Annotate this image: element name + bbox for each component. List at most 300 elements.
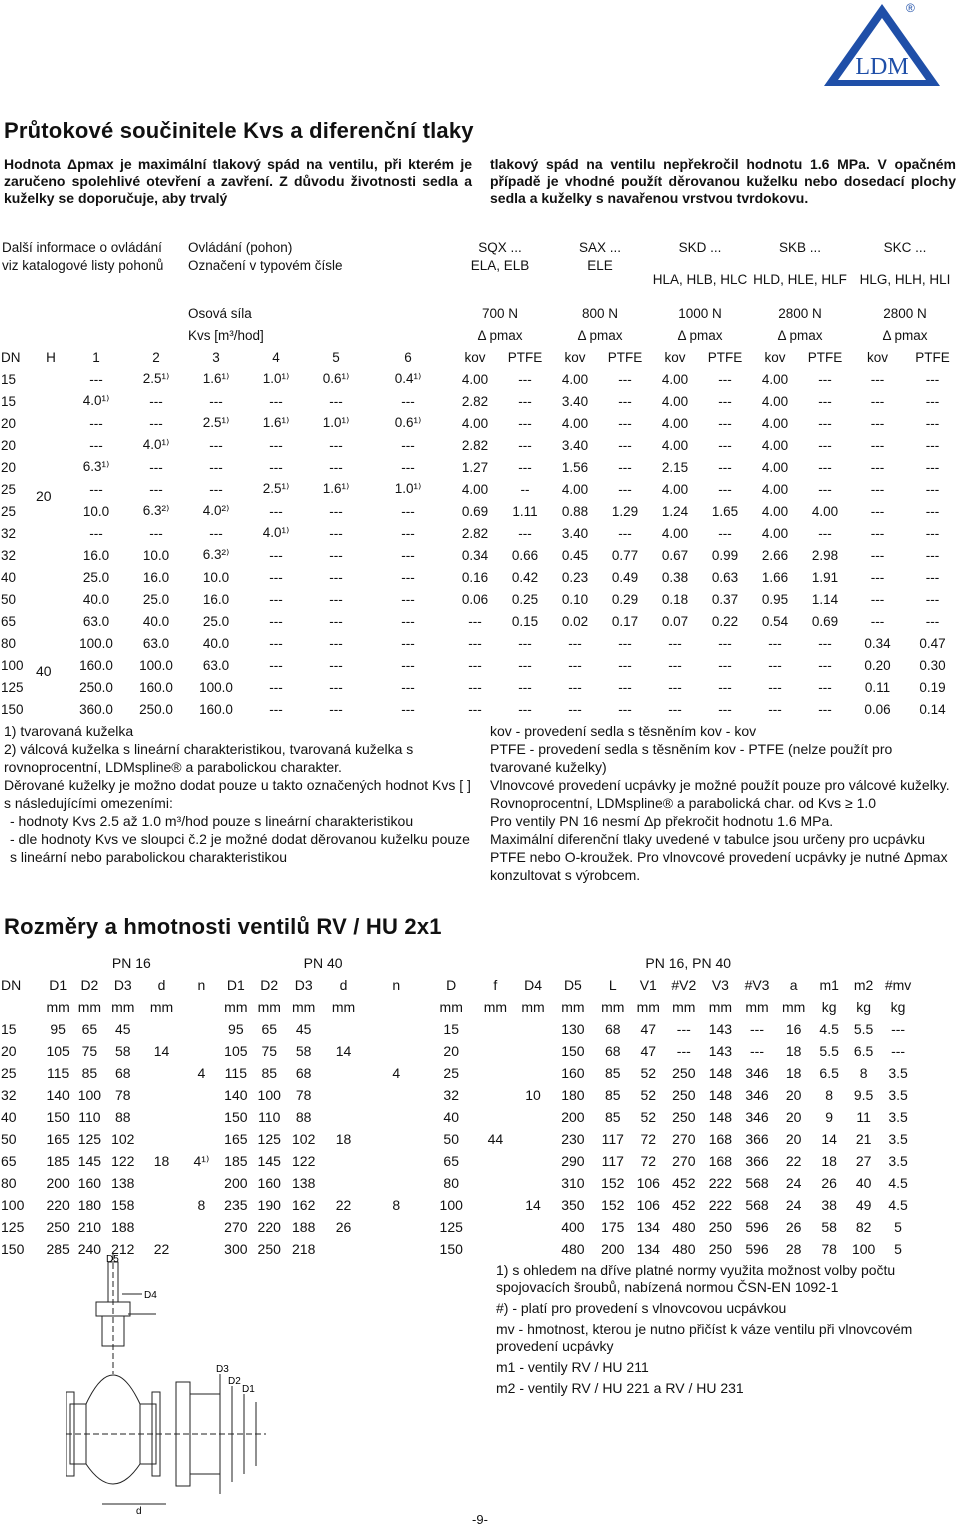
dim-cell: 95 bbox=[228, 1021, 244, 1037]
dim-col-header: n bbox=[197, 977, 206, 993]
dim-cell bbox=[321, 1150, 366, 1172]
kvs-cell: 0.14 bbox=[919, 701, 946, 717]
kvs-cell: --- bbox=[149, 459, 163, 475]
kvs-cell: --- bbox=[668, 679, 682, 695]
dim-cell bbox=[476, 1172, 515, 1194]
kvs-cell: --- bbox=[518, 393, 532, 409]
kvs-cell: 0.02 bbox=[561, 613, 589, 629]
dim-unit-header: kg bbox=[821, 999, 837, 1015]
kvs-cell: 0.66 bbox=[511, 547, 539, 563]
col-ptfe: PTFE bbox=[915, 349, 950, 365]
dim-cell bbox=[140, 1216, 183, 1238]
kvs-cell: 0.15 bbox=[511, 613, 539, 629]
kvs-cell: 1.65 bbox=[711, 503, 739, 519]
dim-cell: 4.5 bbox=[819, 1021, 839, 1037]
kvs-cell: 0.10 bbox=[561, 591, 589, 607]
kvs-cell: --- bbox=[870, 503, 885, 519]
dim-row bbox=[0, 1018, 950, 1040]
kvs-cell: --- bbox=[925, 371, 940, 387]
dim-row bbox=[0, 1216, 950, 1238]
kvs-cell: --- bbox=[870, 371, 885, 387]
dim-col-header: n bbox=[392, 977, 401, 993]
kvs-cell: 4.00 bbox=[661, 437, 689, 453]
dim-cell bbox=[476, 1194, 515, 1216]
dim-unit-header: mm bbox=[672, 999, 696, 1015]
dim-unit-header: mm bbox=[636, 999, 660, 1015]
kvs-cell: --- bbox=[818, 459, 832, 475]
dim-cell: 165 bbox=[46, 1131, 70, 1147]
note-bellows: Vlnovcové provedení ucpávky je možné použít pouze pro válcové kuželky. bbox=[490, 777, 950, 793]
dim-cell: 65 bbox=[261, 1021, 278, 1037]
footnote-1: 1) s ohledem na dříve platné normy využita možnost volby počtu spojovacích šroubů, nabízená normou ČSN-EN 1092-1 bbox=[496, 1262, 896, 1295]
type-ele: ELE bbox=[587, 258, 613, 273]
kvs-cell: 4.00 bbox=[761, 525, 789, 541]
force-2: 1000 N bbox=[678, 305, 722, 321]
dim-cell: 480 bbox=[561, 1241, 585, 1257]
dim-cell bbox=[140, 1084, 183, 1106]
col-ptfe: PTFE bbox=[507, 349, 543, 365]
dim-row bbox=[0, 1194, 950, 1216]
dim-cell: 285 bbox=[46, 1241, 70, 1257]
kvs-cell: 0.88 bbox=[561, 503, 589, 519]
dim-cell: 188 bbox=[111, 1219, 135, 1235]
kvs-cell: --- bbox=[768, 635, 782, 651]
dim-cell: 26 bbox=[335, 1219, 352, 1235]
dim-cell: 38 bbox=[821, 1197, 837, 1213]
dim-unit-header: mm bbox=[483, 999, 508, 1015]
kvs-cell: --- bbox=[468, 701, 482, 717]
dim-cell: 152 bbox=[601, 1175, 625, 1191]
kvs-cell: 4.00 bbox=[761, 437, 789, 453]
logo-registered: ® bbox=[906, 1, 915, 15]
kvs-cell: 4.0¹⁾ bbox=[142, 437, 170, 452]
kvs-h-cell bbox=[36, 412, 66, 434]
dim-cell: 222 bbox=[708, 1175, 733, 1191]
dim-cell bbox=[476, 1106, 515, 1128]
dim-cell bbox=[321, 1106, 366, 1128]
kvs-cell: 4.00 bbox=[761, 481, 789, 497]
axial-force-label: Osová síla bbox=[188, 305, 252, 321]
dim-cell: 270 bbox=[672, 1153, 696, 1169]
drawing-label-d3: D3 bbox=[216, 1364, 229, 1375]
dim-cell bbox=[515, 1040, 552, 1062]
kvs-header-table bbox=[0, 236, 960, 346]
note-max-pressure: Maximální diferenční tlaky uvedené v tabulce jsou určeny pro ucpávku PTFE nebo O-kroužek. Pro vlnovcové provedení ucpávky je nutné Δpmax konzultovat s výrobcem. bbox=[490, 831, 948, 883]
valve-drawing bbox=[66, 1254, 266, 1518]
dim-cell: 222 bbox=[708, 1197, 733, 1213]
kvs-cell: 0.06 bbox=[461, 591, 489, 607]
kvs-cell: 0.34 bbox=[864, 635, 891, 651]
dim-cell: 165 bbox=[224, 1131, 248, 1147]
type-ela: ELA, ELB bbox=[470, 258, 530, 273]
kvs-cell: --- bbox=[618, 657, 632, 673]
kvs-cell: --- bbox=[668, 657, 682, 673]
col-stroke-1: 1 bbox=[92, 349, 100, 365]
dim-cell: 20 bbox=[785, 1109, 802, 1125]
kvs-cell: 4.00 bbox=[461, 415, 489, 431]
kvs-cell: 250.0 bbox=[79, 679, 113, 695]
dim-cell: 200 bbox=[561, 1109, 585, 1125]
dim-dn-cell: 150 bbox=[1, 1241, 25, 1257]
dim-unit-header: mm bbox=[331, 999, 356, 1015]
dim-cell bbox=[515, 1062, 552, 1084]
dim-cell bbox=[476, 1062, 515, 1084]
dim-cell: 162 bbox=[292, 1197, 316, 1213]
drawing-label-d5: D5 bbox=[106, 1254, 119, 1265]
dim-cell: --- bbox=[750, 1043, 765, 1059]
dim-cell: 44 bbox=[487, 1131, 504, 1147]
kvs-cell: --- bbox=[269, 657, 283, 673]
kvs-cell: --- bbox=[870, 437, 885, 453]
kvs-cell: 16.0 bbox=[202, 591, 230, 607]
kvs-cell: 0.38 bbox=[661, 569, 689, 585]
dim-cell: 45 bbox=[114, 1021, 131, 1037]
dim-cell: 400 bbox=[561, 1219, 585, 1235]
dim-cell bbox=[366, 1128, 426, 1150]
footnote-m2: m2 - ventily RV / HU 221 a RV / HU 231 bbox=[496, 1380, 744, 1396]
kvs-cell: --- bbox=[269, 591, 283, 607]
kvs-cell: --- bbox=[518, 525, 532, 541]
kvs-cell: 0.99 bbox=[711, 547, 739, 563]
dp-0: Δ pmax bbox=[477, 327, 523, 343]
kvs-cell: 63.0 bbox=[142, 635, 170, 651]
dim-row bbox=[0, 1040, 950, 1062]
pn1640-group: PN 16, PN 40 bbox=[645, 955, 732, 971]
kvs-row bbox=[0, 566, 960, 588]
kvs-cell: --- bbox=[870, 393, 885, 409]
dim-col-header: D5 bbox=[563, 977, 582, 993]
type-hld: HLD, HLE, HLF bbox=[753, 272, 847, 287]
kvs-cell: --- bbox=[269, 635, 283, 651]
kvs-cell: 1.0¹⁾ bbox=[322, 415, 350, 430]
dim-cell: 150 bbox=[224, 1109, 248, 1125]
dim-cell: 72 bbox=[640, 1153, 657, 1169]
dim-row bbox=[0, 1172, 950, 1194]
kvs-h-cell bbox=[36, 390, 66, 412]
kvs-cell: 4.00 bbox=[661, 415, 689, 431]
dim-cell bbox=[140, 1194, 183, 1216]
dim-cell: 240 bbox=[77, 1241, 102, 1257]
dim-cell: 72 bbox=[640, 1131, 657, 1147]
dim-cell: 218 bbox=[292, 1241, 316, 1257]
designation-label: Označení v typovém čísle bbox=[188, 258, 343, 273]
kvs-cell: --- bbox=[618, 371, 632, 387]
kvs-cell: --- bbox=[518, 701, 532, 717]
kvs-cell: 0.47 bbox=[919, 635, 946, 651]
dim-cell: 15 bbox=[443, 1021, 459, 1037]
dim-cell: 145 bbox=[257, 1153, 281, 1169]
dim-cell bbox=[476, 1216, 515, 1238]
dim-cell: 130 bbox=[561, 1021, 585, 1037]
kvs-cell: 4.0¹⁾ bbox=[82, 393, 110, 408]
dim-cell: 143 bbox=[708, 1043, 733, 1059]
dim-unit-header: mm bbox=[77, 999, 102, 1015]
kvs-cell: --- bbox=[568, 635, 582, 651]
dim-cell: 452 bbox=[672, 1175, 696, 1191]
dim-cell bbox=[183, 1040, 220, 1062]
dim-unit-header: mm bbox=[745, 999, 769, 1015]
dim-cell bbox=[183, 1216, 220, 1238]
kvs-cell: 63.0 bbox=[82, 613, 110, 629]
dim-col-header: D2 bbox=[260, 977, 279, 993]
dim-cell: 47 bbox=[640, 1021, 657, 1037]
note-ptfe: PTFE - provedení sedla s těsněním kov - PTFE (nelze použít pro tvarované kuželky) bbox=[490, 741, 893, 775]
kvs-cell: --- bbox=[818, 635, 832, 651]
dim-col-header: D2 bbox=[80, 977, 99, 993]
note-kov: kov - provedení sedla s těsněním kov - kov bbox=[490, 723, 757, 739]
kvs-cell: 0.67 bbox=[661, 547, 689, 563]
col-stroke-4: 4 bbox=[272, 349, 280, 365]
dim-cell: 102 bbox=[292, 1131, 316, 1147]
kvs-cell: 2.82 bbox=[461, 393, 489, 409]
kvs-row bbox=[0, 390, 960, 412]
kvs-cell: 0.18 bbox=[661, 591, 689, 607]
kvs-cell: 0.6¹⁾ bbox=[394, 415, 422, 430]
kvs-cell: --- bbox=[768, 657, 782, 673]
dim-cell: 24 bbox=[785, 1197, 802, 1213]
kvs-row bbox=[0, 610, 960, 632]
dim-cell: 250 bbox=[672, 1087, 696, 1103]
kvs-cell: 1.27 bbox=[461, 459, 489, 475]
dim-col-header: #mv bbox=[884, 977, 912, 993]
dim-cell: 100 bbox=[439, 1197, 463, 1213]
kvs-cell: 25.0 bbox=[202, 613, 230, 629]
dim-cell: 85 bbox=[604, 1109, 621, 1125]
kvs-h-cell bbox=[36, 544, 66, 566]
kvs-cell: 4.00 bbox=[761, 415, 789, 431]
dim-cell: 52 bbox=[640, 1109, 657, 1125]
kvs-h-cell bbox=[36, 456, 66, 478]
dim-cell: 145 bbox=[77, 1153, 102, 1169]
dim-cell: 88 bbox=[114, 1109, 131, 1125]
dim-unit-header bbox=[0, 996, 43, 1018]
dim-cell: 22 bbox=[785, 1153, 802, 1169]
col-kov: kov bbox=[866, 349, 888, 365]
force-3: 2800 N bbox=[778, 305, 822, 321]
kvs-dn-cell: 100 bbox=[1, 657, 24, 673]
dim-cell bbox=[515, 1128, 552, 1150]
dim-cell: 3.5 bbox=[888, 1065, 908, 1081]
footnotes bbox=[496, 1262, 954, 1397]
dim-cell bbox=[321, 1062, 366, 1084]
dim-cell bbox=[321, 1018, 366, 1040]
kvs-row bbox=[0, 676, 960, 698]
dim-cell bbox=[140, 1172, 183, 1194]
kvs-cell: --- bbox=[718, 393, 732, 409]
dim-cell: 350 bbox=[561, 1197, 585, 1213]
note-ldmspline: Rovnoprocentní, LDMspline® a parabolická char. od Kvs ≥ 1.0 bbox=[490, 795, 877, 811]
dim-cell: 22 bbox=[153, 1241, 170, 1257]
kvs-dn-cell: 20 bbox=[1, 415, 17, 431]
note-3: Děrované kuželky je možno dodat pouze u takto označených hodnot Kvs [ ] s následujícími omezeními: bbox=[4, 777, 471, 811]
kvs-cell: --- bbox=[925, 613, 940, 629]
drive-skd: SKD ... bbox=[678, 239, 722, 255]
dim-cell: 152 bbox=[601, 1197, 625, 1213]
kvs-cell: 1.11 bbox=[512, 503, 538, 519]
kvs-dn-cell: 150 bbox=[1, 701, 24, 717]
dim-cell bbox=[515, 1018, 552, 1040]
kvs-cell: --- bbox=[329, 459, 343, 475]
kvs-cell: --- bbox=[925, 503, 940, 519]
kvs-cell: 16.0 bbox=[142, 569, 170, 585]
dim-cell: 596 bbox=[745, 1219, 769, 1235]
dim-col-header: D1 bbox=[49, 977, 68, 993]
kvs-cell: --- bbox=[89, 481, 103, 497]
dim-cell: 78 bbox=[114, 1087, 131, 1103]
dim-cell bbox=[366, 1150, 426, 1172]
kvs-cell: --- bbox=[818, 657, 832, 673]
dim-cell: 85 bbox=[81, 1065, 98, 1081]
dim-cell: 596 bbox=[745, 1241, 769, 1257]
kvs-cell: --- bbox=[468, 613, 482, 629]
dim-dn-cell: 80 bbox=[1, 1175, 17, 1191]
footnote-hash: #) - platí pro provedení s vlnovcovou ucpávkou bbox=[496, 1300, 787, 1316]
kvs-cell: --- bbox=[329, 393, 343, 409]
dim-cell bbox=[366, 1106, 426, 1128]
kvs-cell: 2.66 bbox=[761, 547, 789, 563]
kvs-h-cell bbox=[36, 434, 66, 456]
dim-cell bbox=[476, 1084, 515, 1106]
dim-cell: 160 bbox=[561, 1065, 585, 1081]
dp-4: Δ pmax bbox=[882, 327, 928, 343]
kvs-dn-cell: 20 bbox=[1, 437, 17, 453]
kvs-cell: 0.07 bbox=[661, 613, 689, 629]
catalog-label: viz katalogové listy pohonů bbox=[2, 258, 164, 273]
dim-cell: 78 bbox=[821, 1241, 837, 1257]
dim-cell: 5 bbox=[894, 1219, 902, 1235]
kvs-cell: 4.00 bbox=[461, 481, 489, 497]
dim-cell: 4.5 bbox=[888, 1175, 908, 1191]
dim-cell: 3.5 bbox=[888, 1131, 908, 1147]
dim-unit-header: mm bbox=[781, 999, 806, 1015]
dim-cell: 5 bbox=[894, 1241, 902, 1257]
dim-cell: 85 bbox=[261, 1065, 278, 1081]
kvs-cell: 0.20 bbox=[864, 657, 891, 673]
kvs-cell: 160.0 bbox=[79, 657, 113, 673]
drawing-label-d4: D4 bbox=[144, 1290, 157, 1301]
dim-cell bbox=[321, 1238, 366, 1260]
dim-cell: 158 bbox=[111, 1197, 135, 1213]
dim-unit-header: mm bbox=[292, 999, 316, 1015]
kvs-row bbox=[0, 456, 960, 478]
kvs-cell: 1.66 bbox=[761, 569, 789, 585]
kvs-cell: --- bbox=[925, 525, 940, 541]
kvs-cell: --- bbox=[818, 371, 832, 387]
kvs-cell: 1.6¹⁾ bbox=[262, 415, 290, 430]
kvs-cell: 4.00 bbox=[661, 393, 689, 409]
dim-cell: --- bbox=[676, 1043, 691, 1059]
dim-cell: 150 bbox=[439, 1241, 463, 1257]
dim-cell bbox=[366, 1018, 426, 1040]
dim-cell: 100 bbox=[851, 1241, 876, 1257]
kvs-cell: --- bbox=[818, 525, 832, 541]
dim-cell: 14 bbox=[335, 1043, 352, 1059]
kvs-cell: --- bbox=[925, 481, 940, 497]
dim-cell: 230 bbox=[561, 1131, 585, 1147]
dim-row bbox=[0, 1106, 950, 1128]
dim-cell: 68 bbox=[604, 1021, 621, 1037]
dim-cell: 5.5 bbox=[853, 1021, 874, 1037]
kvs-cell: --- bbox=[269, 547, 283, 563]
kvs-cell: 4.00 bbox=[561, 481, 589, 497]
kvs-cell: 0.25 bbox=[511, 591, 539, 607]
dim-cell: 4 bbox=[392, 1065, 401, 1081]
dim-cell: 80 bbox=[443, 1175, 459, 1191]
kvs-cell: --- bbox=[401, 459, 415, 475]
kvs-cell: --- bbox=[718, 635, 732, 651]
kvs-dn-cell: 32 bbox=[1, 547, 17, 563]
note-pn16: Pro ventily PN 16 nesmí Δp překročit hodnotu 1.6 MPa. bbox=[490, 813, 834, 829]
kvs-cell: --- bbox=[618, 679, 632, 695]
kvs-cell: --- bbox=[718, 459, 732, 475]
kvs-cell: --- bbox=[269, 459, 283, 475]
h-value-40: 40 bbox=[36, 663, 52, 679]
kvs-cell: --- bbox=[718, 437, 732, 453]
dim-cell: 366 bbox=[745, 1153, 769, 1169]
dim-cell: 138 bbox=[292, 1175, 316, 1191]
kvs-cell: 0.17 bbox=[611, 613, 639, 629]
kvs-dn-cell: 15 bbox=[1, 393, 17, 409]
dim-dn-cell: 65 bbox=[1, 1153, 17, 1169]
dim-cell: 85 bbox=[604, 1065, 621, 1081]
dim-cell: --- bbox=[891, 1043, 906, 1059]
dim-cell: 270 bbox=[224, 1219, 248, 1235]
kvs-cell: --- bbox=[401, 613, 415, 629]
dim-cell: 290 bbox=[561, 1153, 585, 1169]
dim-cell: 300 bbox=[224, 1241, 248, 1257]
dim-col-header: m2 bbox=[853, 977, 874, 993]
dim-cell: 45 bbox=[295, 1021, 312, 1037]
kvs-cell: --- bbox=[401, 591, 415, 607]
kvs-cell: 0.19 bbox=[919, 679, 946, 695]
dim-cell: 117 bbox=[601, 1131, 624, 1147]
dim-cell: 346 bbox=[745, 1065, 769, 1081]
kvs-cell: -- bbox=[520, 481, 530, 497]
dim-cell: 143 bbox=[708, 1021, 733, 1037]
dim-cell: 134 bbox=[636, 1219, 660, 1235]
dim-cell bbox=[183, 1128, 220, 1150]
kvs-cell: 0.6¹⁾ bbox=[322, 371, 350, 386]
dim-cell: 65 bbox=[81, 1021, 98, 1037]
kvs-cell: --- bbox=[401, 635, 415, 651]
kvs-cell: --- bbox=[149, 393, 163, 409]
dim-cell: 52 bbox=[640, 1065, 657, 1081]
kvs-cell: --- bbox=[401, 503, 415, 519]
kvs-cell: 40.0 bbox=[82, 591, 110, 607]
dim-cell: 3.5 bbox=[888, 1153, 908, 1169]
kvs-cell: --- bbox=[329, 635, 343, 651]
dim-cell: 125 bbox=[77, 1131, 102, 1147]
dim-col-header: D3 bbox=[113, 977, 132, 993]
dim-cell: 250 bbox=[672, 1109, 696, 1125]
dp-2: Δ pmax bbox=[677, 327, 723, 343]
kvs-cell: --- bbox=[329, 701, 343, 717]
dim-cell: 180 bbox=[561, 1087, 585, 1103]
kvs-cell: --- bbox=[618, 701, 632, 717]
dim-cell bbox=[515, 1150, 552, 1172]
kvs-cell: 2.5¹⁾ bbox=[142, 371, 170, 386]
type-hlg: HLG, HLH, HLI bbox=[859, 272, 951, 287]
kvs-cell: --- bbox=[401, 701, 415, 717]
dim-cell: 250 bbox=[257, 1241, 281, 1257]
dim-col-header: D4 bbox=[524, 977, 542, 993]
dim-cell: 140 bbox=[46, 1087, 70, 1103]
kvs-cell: --- bbox=[618, 415, 632, 431]
kvs-cell: 1.0¹⁾ bbox=[394, 481, 422, 496]
dim-cell: 346 bbox=[745, 1087, 769, 1103]
dim-unit-header: kg bbox=[856, 999, 872, 1015]
dim-cell bbox=[515, 1106, 552, 1128]
